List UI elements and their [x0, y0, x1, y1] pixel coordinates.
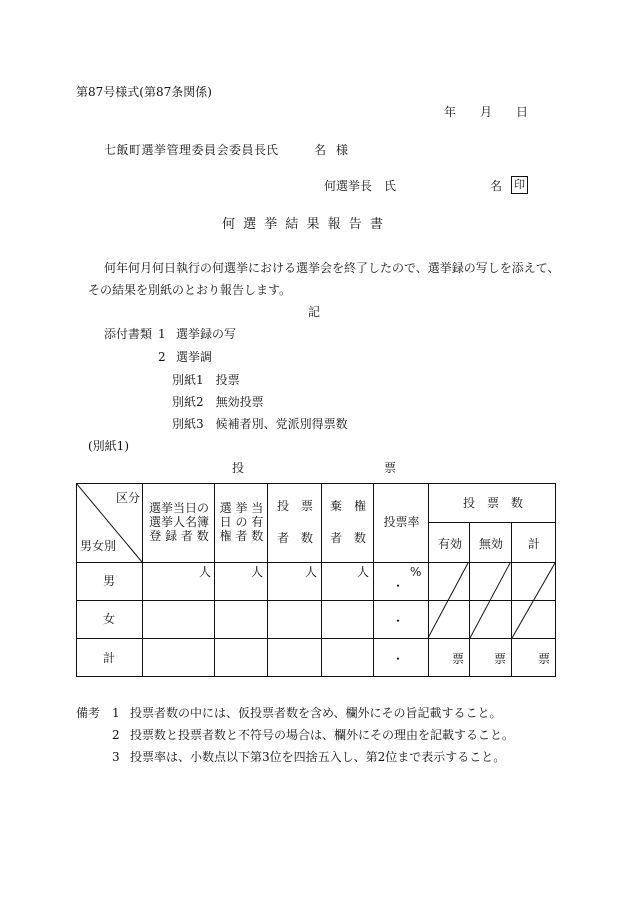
note-3: 投票率は、小数点以下第3位を四捨五入し、第2位まで表示すること。	[130, 750, 506, 764]
date-day: 日	[516, 105, 529, 119]
unit-person-voters: 人	[305, 565, 318, 579]
form-number: 第87号様式(第87条関係)	[76, 85, 212, 99]
note-2: 投票数と投票者数と不符号の場合は、欄外にその理由を記載すること。	[130, 728, 515, 742]
date-year: 年	[444, 105, 457, 119]
unit-person-eligible: 人	[251, 565, 264, 579]
note-3-no: 3	[112, 750, 120, 764]
unit-vote-valid: 票	[452, 652, 465, 666]
appendix-heading-left: 投	[232, 461, 245, 475]
corner-bottom-label: 男女別	[80, 539, 117, 553]
unit-person-abstain: 人	[357, 565, 370, 579]
addressee-name-mark: 氏	[266, 143, 279, 157]
decimal-dot-male: ・	[392, 579, 405, 593]
col-total: 計	[527, 537, 540, 551]
col-invalid: 無効	[478, 537, 503, 551]
sender-name-mark2: 名	[490, 179, 503, 193]
seal-mark: 印	[511, 176, 528, 194]
unit-vote-invalid: 票	[494, 652, 507, 666]
col-voters-line1: 投 票	[276, 499, 313, 513]
col-vote-count: 投 票 数	[462, 496, 523, 510]
attachments-label: 添付書類	[104, 327, 153, 341]
decimal-dot-total: ・	[392, 652, 405, 666]
col-voters-line2: 者 数	[276, 531, 313, 545]
addressee-name-mark2: 名	[314, 143, 327, 157]
attachment-2: 選挙調	[176, 350, 213, 364]
attachment-sub-3: 別紙3 候補者別、党派別得票数	[172, 417, 348, 431]
attachment-sub-1: 別紙1 投票	[172, 373, 240, 387]
attachment-1-no: 1	[158, 327, 166, 341]
col-turnout: 投票率	[383, 515, 420, 529]
attachment-sub-2: 別紙2 無効投票	[172, 395, 264, 409]
appendix-label: (別紙1)	[88, 439, 129, 453]
addressee-title: 七飯町選挙管理委員会委員長	[104, 143, 267, 157]
row-label-male: 男	[102, 574, 115, 588]
unit-percent: %	[410, 565, 422, 579]
note-1: 投票者数の中には、仮投票者数を含め、欄外にその旨記載すること。	[130, 706, 502, 720]
notes-label: 備考	[76, 706, 101, 720]
unit-vote-total: 票	[538, 652, 551, 666]
sender-title: 何選挙長	[324, 179, 373, 193]
col-eligible-line1: 選 挙 当	[219, 501, 264, 515]
appendix-heading-right: 票	[384, 461, 397, 475]
sender-name-mark: 氏	[384, 179, 397, 193]
date-month: 月	[480, 105, 493, 119]
body-line-1: 何年何月何日執行の何選挙における選挙会を終了したので、選挙録の写しを添えて、	[104, 261, 560, 275]
col-valid: 有効	[437, 537, 462, 551]
body-line-2: その結果を別紙のとおり報告します。	[88, 283, 292, 297]
attachment-2-no: 2	[158, 350, 166, 364]
col-registered-line3: 登 録 者 数	[149, 529, 209, 543]
document-title: 何 選 挙 結 果 報 告 書	[222, 217, 385, 232]
col-eligible-line2: 日 の 有	[219, 515, 264, 529]
addressee-honorific: 様	[336, 143, 349, 157]
col-registered-line1: 選挙当日の	[148, 501, 209, 515]
col-registered-line2: 選挙人名簿	[148, 515, 209, 529]
attachment-1: 選挙録の写	[176, 327, 237, 341]
vote-table	[76, 483, 556, 677]
ki-label: 記	[308, 305, 321, 319]
note-1-no: 1	[112, 706, 120, 720]
row-label-total: 計	[102, 651, 115, 665]
unit-person-registered: 人	[199, 565, 212, 579]
col-abstain-line2: 者 数	[329, 531, 366, 545]
col-eligible-line3: 権 者 数	[219, 529, 264, 543]
col-abstain-line1: 棄 権	[329, 499, 366, 513]
note-2-no: 2	[112, 728, 120, 742]
corner-top-label: 区分	[116, 491, 141, 505]
row-label-female: 女	[102, 612, 115, 626]
decimal-dot-female: ・	[392, 614, 405, 628]
